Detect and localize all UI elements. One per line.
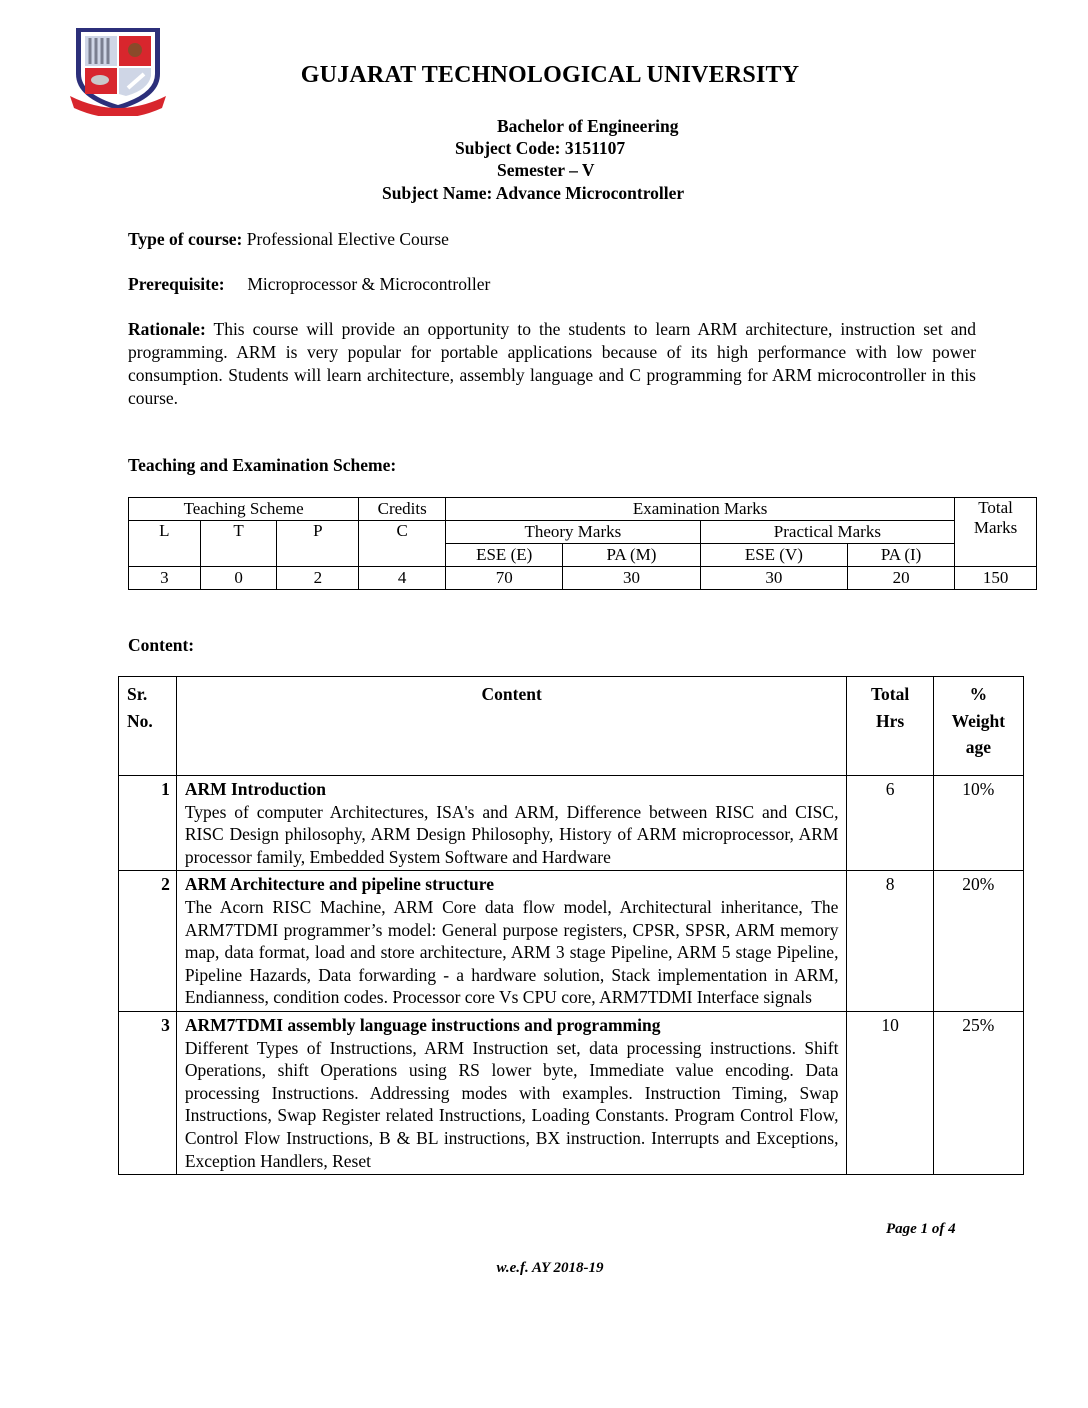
header-weightage: % Weight age	[933, 677, 1023, 776]
row-weight: 20%	[933, 871, 1023, 1012]
col-c: C	[359, 521, 446, 567]
subject-name-value: Advance Microcontroller	[495, 183, 685, 203]
row-weight: 10%	[933, 776, 1023, 871]
semester-value: V	[581, 160, 595, 180]
table-row	[119, 871, 1024, 1012]
value-pa-m: 30	[563, 567, 700, 590]
unit-text: Different Types of Instructions, ARM Instruction set, data processing instructions. Shift Operations, shift Operations using RS lower byte, Immediate value encoding. Data processing Instructions. Addressing modes with examples. Instruction Timing, Swap Instructions, Swap Register related Instructions, Loading Constants. Program Control Flow, Control Flow Instructions, B & BL instructions, BX instruction. Interrupts and Exceptions, Exception Handlers, Reset	[184, 1037, 839, 1171]
row-sr: 3	[119, 1011, 177, 1174]
teaching-exam-scheme-table	[128, 497, 1037, 590]
subject-code-value: 3151107	[564, 138, 626, 158]
unit-title: ARM7TDMI assembly language instructions and programming	[184, 1014, 661, 1035]
col-ese-e: ESE (E)	[446, 544, 563, 567]
row-content	[176, 871, 847, 1012]
unit-text: Types of computer Architectures, ISA's and ARM, Difference between RISC and CISC, RISC Design philosophy, ARM Design Philosophy, History of ARM microprocessor, ARM processor family, Embedded System Software and Hardware	[184, 801, 839, 867]
col-pa-i: PA (I)	[848, 544, 955, 567]
course-type-value: Professional Elective Course	[246, 229, 449, 249]
col-l: L	[129, 521, 201, 567]
value-ese-v: 30	[700, 567, 847, 590]
theory-marks-header: Theory Marks	[446, 521, 701, 544]
rationale	[128, 318, 976, 410]
row-sr: 1	[119, 776, 177, 871]
credits-header: Credits	[359, 498, 446, 521]
value-c: 4	[359, 567, 446, 590]
semester	[497, 160, 595, 181]
degree-name: Bachelor of Engineering	[497, 116, 679, 136]
value-ese-e: 70	[446, 567, 563, 590]
row-content	[176, 1011, 847, 1174]
subject-code-label: Subject Code:	[455, 138, 561, 158]
unit-title: ARM Introduction	[184, 779, 326, 799]
subject-code	[455, 138, 625, 159]
effective-year: w.e.f. AY 2018-19	[496, 1260, 604, 1276]
table-row	[119, 1011, 1024, 1174]
prerequisite-value: Microprocessor & Microcontroller	[247, 274, 491, 294]
col-ese-v: ESE (V)	[700, 544, 847, 567]
value-total: 150	[955, 567, 1037, 590]
value-l: 3	[129, 567, 201, 590]
prerequisite	[128, 273, 976, 296]
col-pa-m: PA (M)	[563, 544, 700, 567]
row-hrs: 10	[847, 1011, 933, 1174]
header-sr-no: Sr. No.	[119, 677, 177, 776]
row-weight: 25%	[933, 1011, 1023, 1174]
semester-label: Semester –	[497, 160, 578, 180]
subject-name	[382, 183, 684, 204]
examination-marks-header: Examination Marks	[446, 498, 955, 521]
page-number: Page 1 of 4	[886, 1221, 956, 1237]
row-hrs: 8	[847, 871, 933, 1012]
practical-marks-header: Practical Marks	[700, 521, 955, 544]
total-marks-header: Total Marks	[955, 498, 1037, 567]
subject-name-label: Subject Name:	[382, 183, 493, 203]
course-type-label: Type of course:	[128, 229, 243, 249]
value-p: 2	[277, 567, 359, 590]
rationale-text: This course will provide an opportunity to the students to learn ARM architecture, instruction set and programming. ARM is very popular for portable applications because of its high performance with low power consumption. Students will learn architecture, assembly language and C programming for ARM microcontroller in this course.	[128, 319, 976, 408]
col-p: P	[277, 521, 359, 567]
university-title: GUJARAT TECHNOLOGICAL UNIVERSITY	[300, 62, 800, 88]
table-row	[119, 776, 1024, 871]
scheme-heading: Teaching and Examination Scheme:	[128, 455, 397, 475]
content-table	[118, 676, 1024, 1175]
row-hrs: 6	[847, 776, 933, 871]
teaching-scheme-header: Teaching Scheme	[129, 498, 359, 521]
header-total-hrs: Total Hrs	[847, 677, 933, 776]
value-pa-i: 20	[848, 567, 955, 590]
row-content	[176, 776, 847, 871]
prerequisite-label: Prerequisite:	[128, 274, 225, 294]
col-t: T	[200, 521, 277, 567]
header-content: Content	[176, 677, 847, 776]
content-heading: Content:	[128, 635, 195, 655]
value-t: 0	[200, 567, 277, 590]
row-sr: 2	[119, 871, 177, 1012]
content-table-header	[119, 677, 1024, 776]
course-type	[128, 228, 976, 251]
unit-title: ARM Architecture and pipeline structure	[184, 874, 494, 895]
unit-text: The Acorn RISC Machine, ARM Core data flow model, Architectural inheritance, The ARM7TDMI programmer’s model: General purpose registers, CPSR, SPSR, ARM memory map, data format, load and store architecture, ARM 3 stage Pipeline, ARM 5 stage Pipeline, Pipeline Hazards, Data forwarding - a hardware solution, Stack implementation in ARM, Endianness, condition codes. Processor core Vs CPU core, ARM7TDMI Interface signals	[184, 896, 839, 1008]
rationale-label: Rationale:	[128, 319, 206, 339]
